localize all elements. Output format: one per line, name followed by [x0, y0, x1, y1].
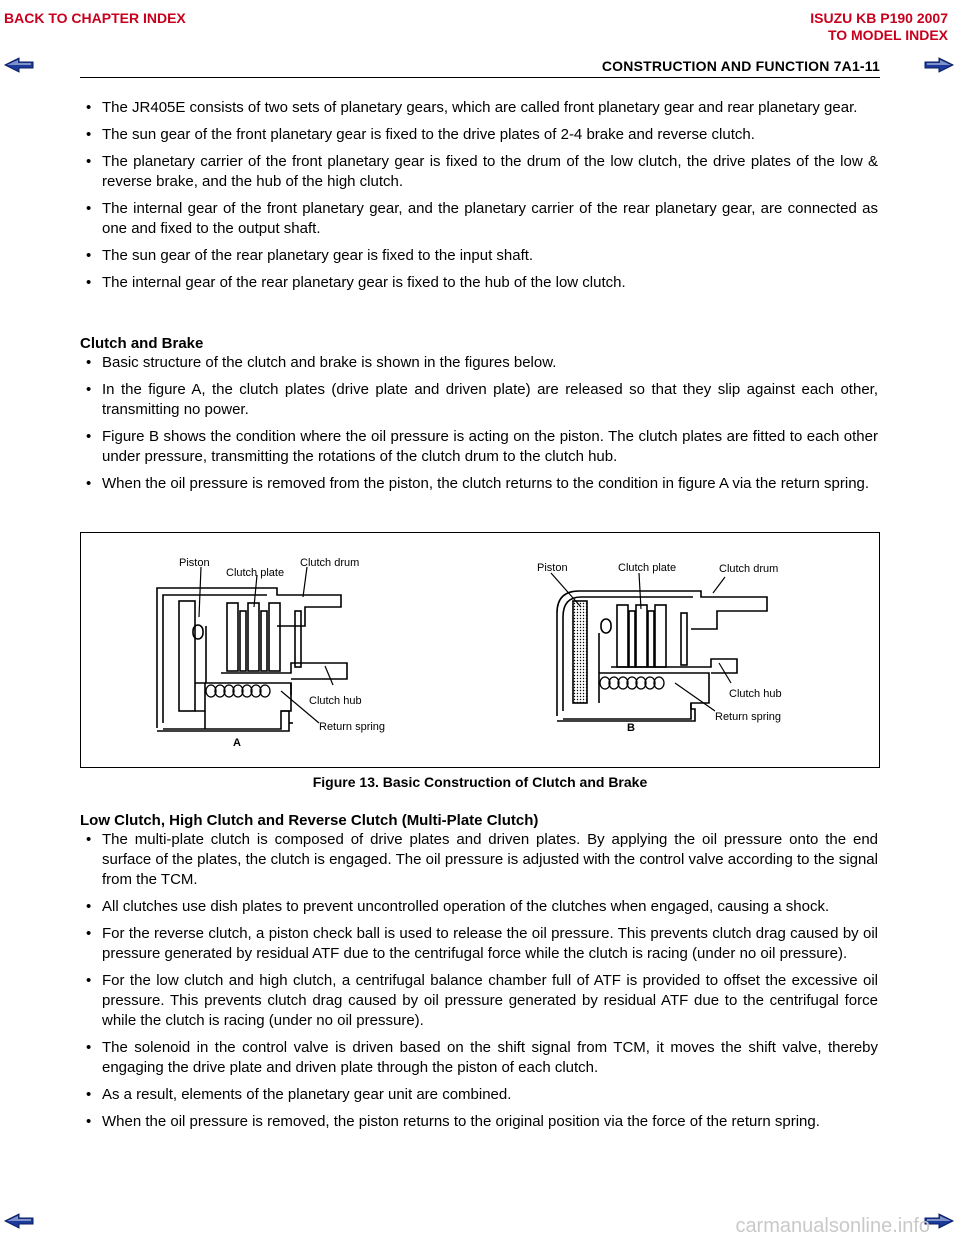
intro-section: [80, 98, 878, 300]
intro-bullet: • The internal gear of the rear planetary gear is fixed to the hub of the low clutch.: [80, 273, 878, 293]
fig-b-label-return-spring: Return spring: [715, 711, 782, 723]
multi-plate-bullet: • As a result, elements of the planetary gear unit are combined.: [80, 1085, 878, 1105]
fig-b-label-piston: Piston: [537, 562, 568, 574]
intro-bullet: • The JR405E consists of two sets of planetary gears, which are called front planetary gear and rear planetary gear.: [80, 98, 878, 118]
clutch-brake-title: Clutch and Brake: [80, 335, 204, 352]
prev-page-arrow-icon[interactable]: [4, 56, 34, 74]
brand-title: ISUZU KB P190 2007: [810, 10, 948, 26]
fig-a-label-piston: Piston: [179, 557, 210, 569]
fig-a-label-clutch-plate: Clutch plate: [226, 567, 285, 579]
figure-a-labels: [179, 557, 385, 749]
fig-b-label-clutch-drum: Clutch drum: [719, 563, 779, 575]
brand-block: [810, 10, 948, 44]
clutch-brake-bullet: • When the oil pressure is removed from the piston, the clutch returns to the condition in figure A via the return spring.: [80, 474, 878, 494]
multi-plate-bullet: • The solenoid in the control valve is driven based on the shift signal from TCM, it moves the shift valve, thereby engaging the drive plate and driven plate through the piston of each clutch.: [80, 1038, 878, 1078]
figure-a-drawing: [157, 588, 347, 731]
watermark: carmanualsonline.info: [735, 1215, 930, 1237]
clutch-brake-bullet: • Figure B shows the condition where the oil pressure is acting on the piston. The clutch plates are fitted to each other under pressure, transmitting the rotations of the clutch drum to the clutch hub.: [80, 427, 878, 467]
fig-b-label-clutch-plate: Clutch plate: [618, 562, 677, 574]
figure-b-drawing: [557, 591, 767, 721]
fig-a-label-clutch-drum: Clutch drum: [300, 557, 360, 569]
fig-a-label-return-spring: Return spring: [319, 721, 386, 733]
fig-a-tag: A: [233, 737, 241, 749]
figure-13-frame: [80, 532, 880, 768]
multi-plate-bullet: • For the low clutch and high clutch, a centrifugal balance chamber full of ATF is provided to offset the excessive oil pressure. This prevents clutch drag caused by oil pressure generated by residual ATF due to the centrifugal force while the clutch is racing (under no oil pressure).: [80, 971, 878, 1031]
intro-bullet: • The internal gear of the front planetary gear, and the planetary carrier of the rear planetary gear, are connected as one and fixed to the output shaft.: [80, 199, 878, 239]
fig-b-tag: B: [627, 722, 635, 734]
figure-13-caption: Figure 13. Basic Construction of Clutch and Brake: [312, 774, 648, 790]
page-header: CONSTRUCTION AND FUNCTION 7A1-11: [601, 58, 880, 74]
fig-b-label-clutch-hub: Clutch hub: [729, 688, 782, 700]
intro-bullet: • The sun gear of the front planetary gear is fixed to the drive plates of 2-4 brake and reverse clutch.: [80, 125, 878, 145]
header-rule: [80, 77, 880, 78]
next-page-arrow-icon[interactable]: [924, 56, 954, 74]
clutch-brake-bullet: • Basic structure of the clutch and brake is shown in the figures below.: [80, 353, 878, 373]
multi-plate-title: Low Clutch, High Clutch and Reverse Clutch (Multi-Plate Clutch): [80, 812, 539, 829]
multi-plate-bullet: • When the oil pressure is removed, the piston returns to the original position via the force of the return spring.: [80, 1112, 878, 1132]
fig-a-label-clutch-hub: Clutch hub: [309, 695, 362, 707]
intro-bullet: • The planetary carrier of the front planetary gear is fixed to the drum of the low clutch, the drive plates of the low & reverse brake, and the hub of the high clutch.: [80, 152, 878, 192]
multi-plate-bullet: • All clutches use dish plates to prevent uncontrolled operation of the clutches when engaged, causing a shock.: [80, 897, 878, 917]
intro-bullet-list: [80, 98, 878, 293]
multi-plate-section: [80, 811, 878, 1139]
clutch-brake-bullet: • In the figure A, the clutch plates (drive plate and driven plate) are released so that they slip against each other, transmitting no power.: [80, 380, 878, 420]
back-to-chapter-index-link[interactable]: BACK TO CHAPTER INDEX: [4, 10, 186, 26]
to-model-index-link[interactable]: TO MODEL INDEX: [827, 27, 948, 43]
figure-b-spring: [600, 677, 664, 689]
clutch-diagram: [81, 533, 879, 767]
multi-plate-bullet: • The multi-plate clutch is composed of drive plates and driven plates. By applying the oil pressure onto the end surface of the plates, the clutch is engaged. The oil pressure is adjusted with the control valve according to the signal from the TCM.: [80, 830, 878, 890]
multi-plate-bullet: • For the reverse clutch, a piston check ball is used to release the oil pressure. This prevents clutch drag caused by oil pressure generated by residual ATF due to the centrifugal force while the clutch is racing (under no oil pressure).: [80, 924, 878, 964]
clutch-brake-bullet-list: [80, 353, 878, 494]
multi-plate-bullet-list: [80, 830, 878, 1132]
clutch-brake-section: [80, 334, 878, 501]
intro-bullet: • The sun gear of the rear planetary gear is fixed to the input shaft.: [80, 246, 878, 266]
prev-page-arrow-bottom-icon[interactable]: [4, 1212, 34, 1230]
figure-a-spring: [206, 685, 270, 697]
